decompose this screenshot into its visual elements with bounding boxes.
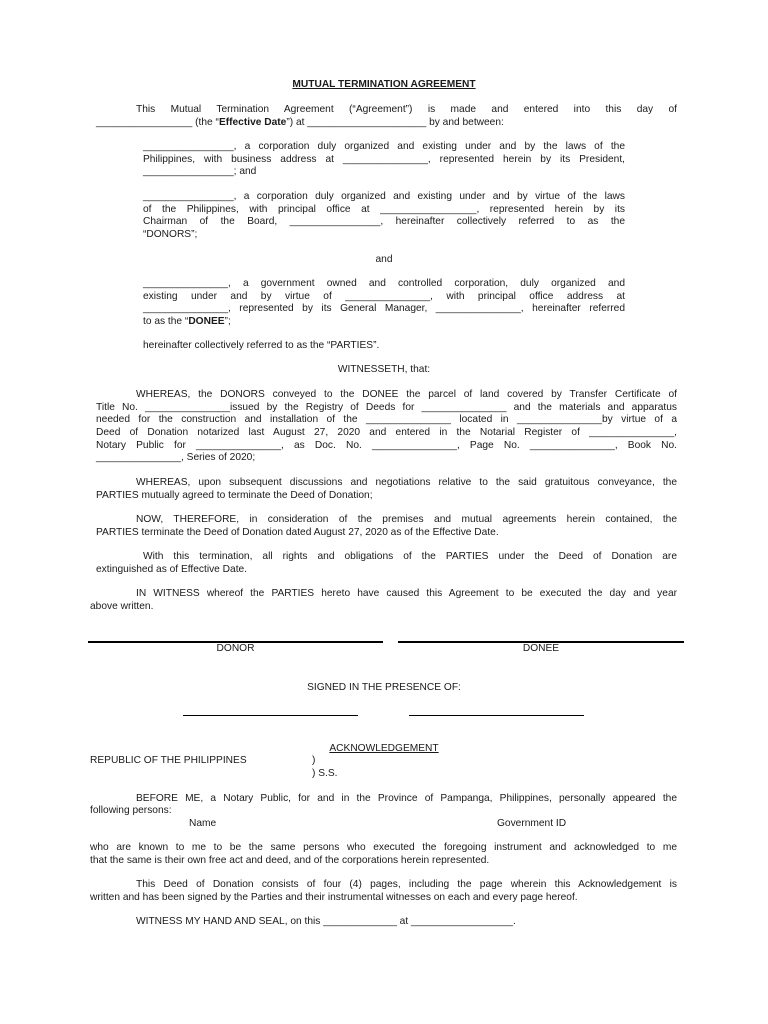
party2-line-2: of the Philippines, with principal office at _________________, represented herein by its [143, 204, 625, 215]
whereas1-line-3: needed for the construction and installation of the _______________ located in _______________by virtue of a [96, 414, 677, 425]
whereas2-line-2: PARTIES mutually agreed to terminate the Deed of Donation; [96, 490, 373, 501]
intro-line-1: This Mutual Termination Agreement (“Agreement”) is made and entered into this day of [136, 104, 677, 115]
party1-line-2: Philippines, with business address at _______________, represented herein by its President, [143, 154, 625, 165]
deed-line-1: This Deed of Donation consists of four (4) pages, including the page wherein this Acknowledgement is [136, 879, 677, 890]
party3-line-4c: ”; [224, 316, 231, 327]
donee-term: DONEE [188, 316, 225, 327]
donor-label: DONOR [216, 643, 255, 654]
hand-and-seal-line: WITNESS MY HAND AND SEAL, on this _____________ at __________________. [136, 916, 516, 927]
column-name: Name [189, 818, 217, 829]
whereas1-line-5: Notary Public for _______________, as Doc. No. _______________, Page No. _______________, Book No. [96, 440, 677, 451]
whereas1-line-1: WHEREAS, the DONORS conveyed to the DONEE the parcel of land covered by Transfer Certificate of [136, 389, 677, 400]
whereas1-line-6: _______________, Series of 2020; [96, 452, 256, 463]
party1-line-1: ________________, a corporation duly organized and existing under and by the laws of the [143, 141, 625, 152]
party2-line-3: Chairman of the Board, ________________, hereinafter collectively referred to as the [143, 216, 625, 227]
party2-line-1: ________________, a corporation duly organized and existing under and by virtue of the laws [143, 191, 625, 202]
whereas1-line-2: Title No. _______________issued by the Registry of Deeds for _______________ and the materials and apparatus [96, 402, 677, 413]
intro-line-2 [96, 117, 504, 130]
witnesseth-heading: WITNESSETH, that: [337, 364, 431, 375]
termination-line-2: extinguished as of Effective Date. [96, 564, 248, 575]
party3-line-2: existing under and by virtue of _______________, with principal office address at [143, 291, 625, 302]
parties-line: hereinafter collectively referred to as the “PARTIES”. [143, 340, 380, 351]
party3-line-1: _______________, a government owned and controlled corporation, duly organized and [143, 278, 625, 289]
deed-line-2: written and has been signed by the Parties and their instrumental witnesses on each and every page hereof. [90, 892, 578, 903]
document-title: MUTUAL TERMINATION AGREEMENT [292, 79, 476, 90]
therefore-line-2: PARTIES terminate the Deed of Donation dated August 27, 2020 as of the Effective Date. [96, 527, 499, 538]
intro-line-2c: ”) at _____________________ by and between: [286, 117, 504, 128]
before-line-1: BEFORE ME, a Notary Public, for and in the Province of Pampanga, Philippines, personally appeared the [136, 793, 677, 804]
signed-presence-heading: SIGNED IN THE PRESENCE OF: [307, 682, 461, 693]
termination-line-1: With this termination, all rights and obligations of the PARTIES under the Deed of Donation are [143, 551, 677, 562]
acknowledgement-title: ACKNOWLEDGEMENT [329, 743, 439, 754]
witness-line-1: IN WITNESS whereof the PARTIES hereto have caused this Agreement to be executed the day and year [136, 588, 677, 599]
party1-line-3: ________________; and [143, 166, 257, 177]
ss-line: ) S.S. [312, 768, 338, 779]
donee-label: DONEE [522, 643, 560, 654]
republic-line: REPUBLIC OF THE PHILIPPINES [90, 755, 247, 766]
whereas2-line-1: WHEREAS, upon subsequent discussions and negotiations relative to the said gratuitous conveyance, the [136, 477, 677, 488]
and-separator: and [375, 254, 393, 265]
party3-line-3: _______________, represented by its General Manager, _______________, hereinafter referred [143, 303, 625, 314]
witness-signature-line-2 [409, 715, 584, 716]
witness-line-2: above written. [90, 601, 154, 612]
before-line-2: following persons: [90, 805, 172, 816]
witness-signature-line-1 [183, 715, 358, 716]
effective-date-term: Effective Date [218, 117, 287, 128]
known-line-1: who are known to me to be the same persons who executed the foregoing instrument and acknowledged to me [90, 842, 677, 853]
intro-line-2a: _________________ (the “ [96, 117, 219, 128]
whereas1-line-4: Deed of Donation notarized last August 27, 2020 and entered in the Notarial Register of _______________, [96, 427, 677, 438]
therefore-line-1: NOW, THEREFORE, in consideration of the premises and mutual agreements herein contained, the [136, 514, 677, 525]
column-government-id: Government ID [497, 818, 567, 829]
republic-paren: ) [312, 755, 316, 766]
party3-line-4a: to as the “ [143, 316, 189, 327]
party2-line-4: “DONORS”; [143, 229, 198, 240]
known-line-2: that the same is their own free act and deed, and of the corporations herein represented. [90, 855, 490, 866]
party3-line-4 [143, 316, 231, 329]
